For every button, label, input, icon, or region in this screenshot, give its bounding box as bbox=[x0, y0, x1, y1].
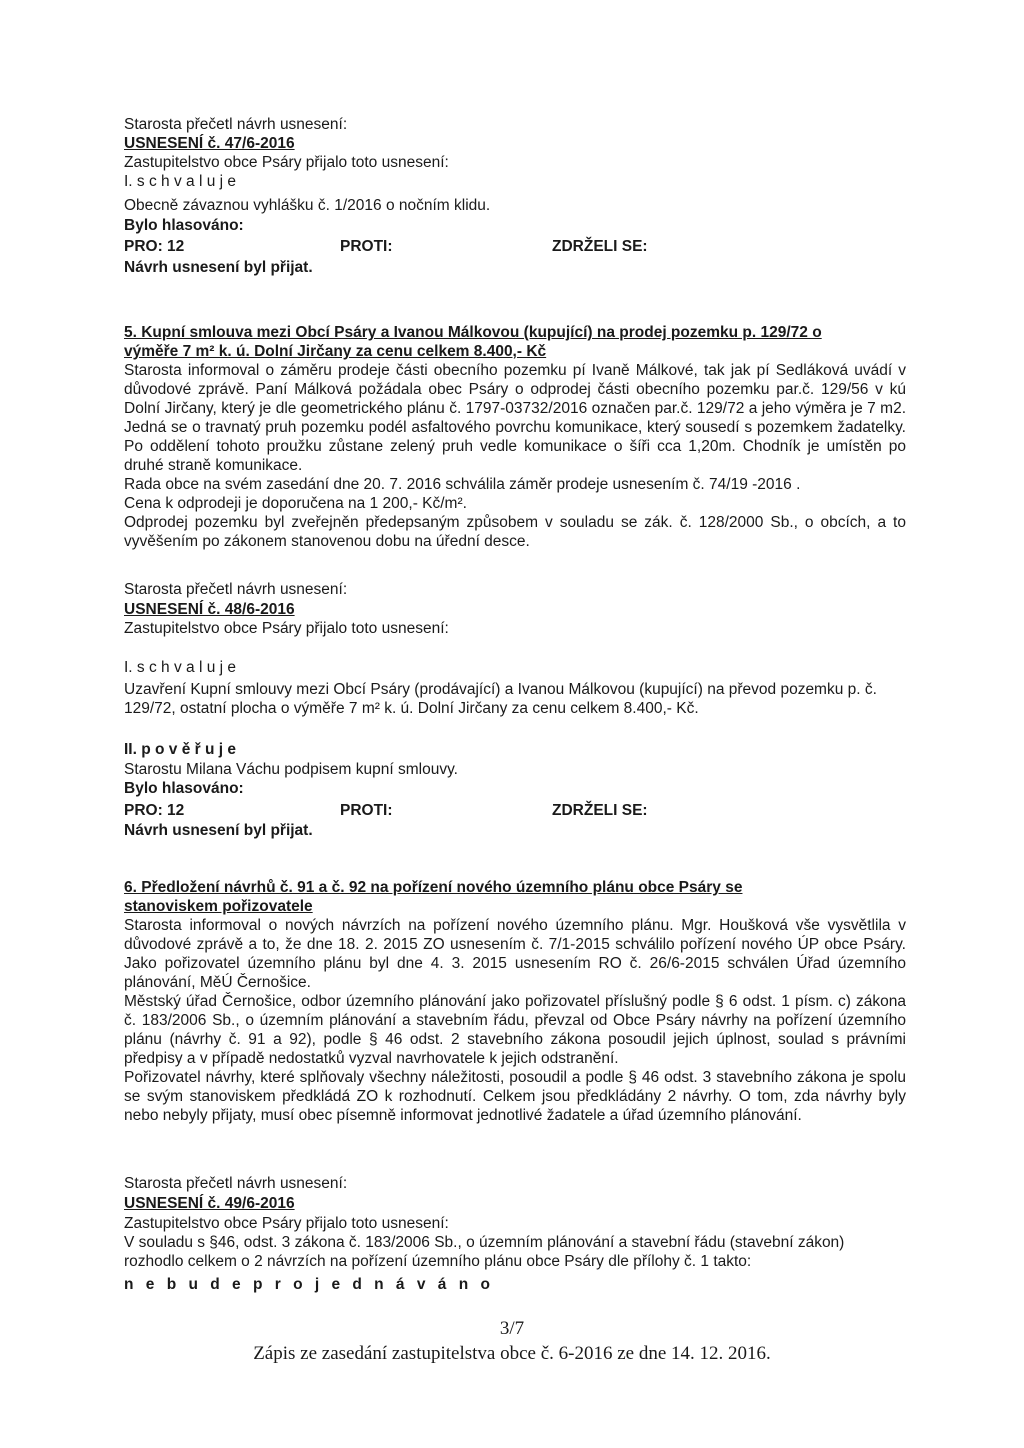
resolution-number: USNESENÍ č. 48/6-2016 bbox=[124, 601, 295, 618]
body-paragraph: Rada obce na svém zasedání dne 20. 7. 2016 schválila záměr prodeje usnesením č. 74/19 -2016 . bbox=[124, 476, 801, 493]
vote-row bbox=[124, 237, 924, 256]
vote-row bbox=[124, 801, 924, 820]
adopted-text: Zastupitelstvo obce Psáry přijalo toto usnesení: bbox=[124, 154, 449, 171]
approves-heading: I. s c h v a l u j e bbox=[124, 659, 236, 676]
vote-proti: PROTI: bbox=[340, 802, 393, 819]
authorizes-text: Starostu Milana Váchu podpisem kupní smlouvy. bbox=[124, 761, 458, 778]
vote-zdrzeli: ZDRŽELI SE: bbox=[552, 802, 648, 819]
section-heading: 6. Předložení návrhů č. 91 a č. 92 na pořízení nového územního plánu obce Psáry se bbox=[124, 879, 743, 896]
body-paragraph: Odprodej pozemku byl zveřejněn předepsaným způsobem v souladu se zák. č. 128/2000 Sb., o obcích, a to vyvěšením po zákonem stanovenou dobu na úřední desce. bbox=[124, 514, 906, 550]
body-paragraph: Starosta informoval o záměru prodeje části obecního pozemku pí Ivaně Málkové, tak jak pí Sedláková uvádí v důvodové zprávě. Paní Málková požádala obec Psáry o odprodej části obecního pozemku par.č. 129/56 v kú Dolní Jirčany, který je dle geometrického plánu č. 1797-03732/2016 označen par.č. 129/72 a jeho výměra je 7 m2. Jedná se o travnatý pruh pozemku podél asfaltového povrchu komunikace, který sousedí s pozemkem žadatelky. Po oddělení tohoto proužku zůstane zelený pruh vedle komunikace o šíři cca 1,20m. Chodník je umístěn po druhé straně komunikace. bbox=[124, 362, 906, 474]
authorizes-heading: II. p o v ě ř u j e bbox=[124, 741, 236, 758]
voted-label: Bylo hlasováno: bbox=[124, 780, 244, 797]
body-paragraph: Městský úřad Černošice, odbor územního plánování jako pořizovatel příslušný podle § 6 odst. 1 písm. c) zákona č. 183/2006 Sb., o územním plánování a stavebním řádu, převzal od Obce Psáry návrhy na pořízení územního plánu (návrhy č. 91 a 92), podle § 46 odst. 2 stavebního zákona posoudil jejich úplnost, soulad s právními předpisy a v případě nedostatků vyzval navrhovatele k jejich odstranění. bbox=[124, 993, 906, 1067]
footer-title: Zápis ze zasedání zastupitelstva obce č. 6-2016 ze dne 14. 12. 2016. bbox=[253, 1343, 771, 1364]
proposal-read-text: Starosta přečetl návrh usnesení: bbox=[124, 1175, 348, 1192]
voted-label: Bylo hlasováno: bbox=[124, 217, 244, 234]
approves-text: Uzavření Kupní smlouvy mezi Obcí Psáry (prodávající) a Ivanou Málkovou (kupující) na převod pozemku p. č. 129/72, ostatní plocha o výměře 7 m² k. ú. Dolní Jirčany za cenu celkem 8.400,- Kč. bbox=[124, 681, 877, 717]
decision-result: n e b u d e p r o j e d n á v á n o bbox=[124, 1276, 494, 1293]
vote-pro: PRO: 12 bbox=[124, 802, 185, 819]
body-paragraph: Cena k odprodeji je doporučena na 1 200,- Kč/m². bbox=[124, 495, 467, 512]
body-paragraph: Pořizovatel návrhy, které splňovaly všechny náležitosti, posoudil a podle § 46 odst. 3 stavebního zákona je spolu se svým stanoviskem předkládá ZO k rozhodnutí. Celkem jsou předkládány 2 návrhy. O tom, zda návrhy byly nebo nebyly přijaty, musí obec písemně informovat jednotlivé žadatele a úřad územního plánování. bbox=[124, 1069, 906, 1124]
body-paragraph: Starosta informoval o nových návrzích na pořízení nového územního plánu. Mgr. Houšková vše vysvětlila v důvodové zprávě a to, že dne 18. 2. 2015 ZO usnesením č. 7/1-2015 schválilo pořízení nového ÚP obce Psáry. Jako pořizovatel územního plánu byl dne 4. 3. 2015 usnesením RO č. 26/6-2015 schválen Úřad územního plánování, MěÚ Černošice. bbox=[124, 917, 906, 991]
proposal-read-text: Starosta přečetl návrh usnesení: bbox=[124, 116, 348, 133]
decision-text: V souladu s §46, odst. 3 zákona č. 183/2006 Sb., o územním plánování a stavební řádu (stavební zákon) rozhodlo celkem o 2 návrzích na pořízení územního plánu obce Psáry dle přílohy č. 1 takto: bbox=[124, 1234, 845, 1270]
section-body bbox=[124, 916, 906, 1125]
vote-result: Návrh usnesení byl přijat. bbox=[124, 822, 313, 839]
section-heading-cont: stanoviskem pořizovatele bbox=[124, 898, 313, 915]
vote-proti: PROTI: bbox=[340, 238, 393, 255]
vote-result: Návrh usnesení byl přijat. bbox=[124, 259, 313, 276]
resolution-number: USNESENÍ č. 47/6-2016 bbox=[124, 135, 295, 152]
approves-heading: I. s c h v a l u j e bbox=[124, 173, 236, 190]
resolution-item: Obecně závaznou vyhlášku č. 1/2016 o nočním klidu. bbox=[124, 197, 491, 214]
vote-zdrzeli: ZDRŽELI SE: bbox=[552, 238, 648, 255]
page-number: 3/7 bbox=[499, 1318, 525, 1339]
vote-pro: PRO: 12 bbox=[124, 238, 185, 255]
resolution-number: USNESENÍ č. 49/6-2016 bbox=[124, 1195, 295, 1212]
section-body bbox=[124, 361, 906, 551]
proposal-read-text: Starosta přečetl návrh usnesení: bbox=[124, 581, 348, 598]
adopted-text: Zastupitelstvo obce Psáry přijalo toto usnesení: bbox=[124, 620, 449, 637]
adopted-text: Zastupitelstvo obce Psáry přijalo toto usnesení: bbox=[124, 1215, 449, 1232]
section-heading: 5. Kupní smlouva mezi Obcí Psáry a Ivanou Málkovou (kupující) na prodej pozemku p. 129/72 o bbox=[124, 324, 822, 341]
section-heading-cont: výměře 7 m² k. ú. Dolní Jirčany za cenu celkem 8.400,- Kč bbox=[124, 343, 547, 360]
